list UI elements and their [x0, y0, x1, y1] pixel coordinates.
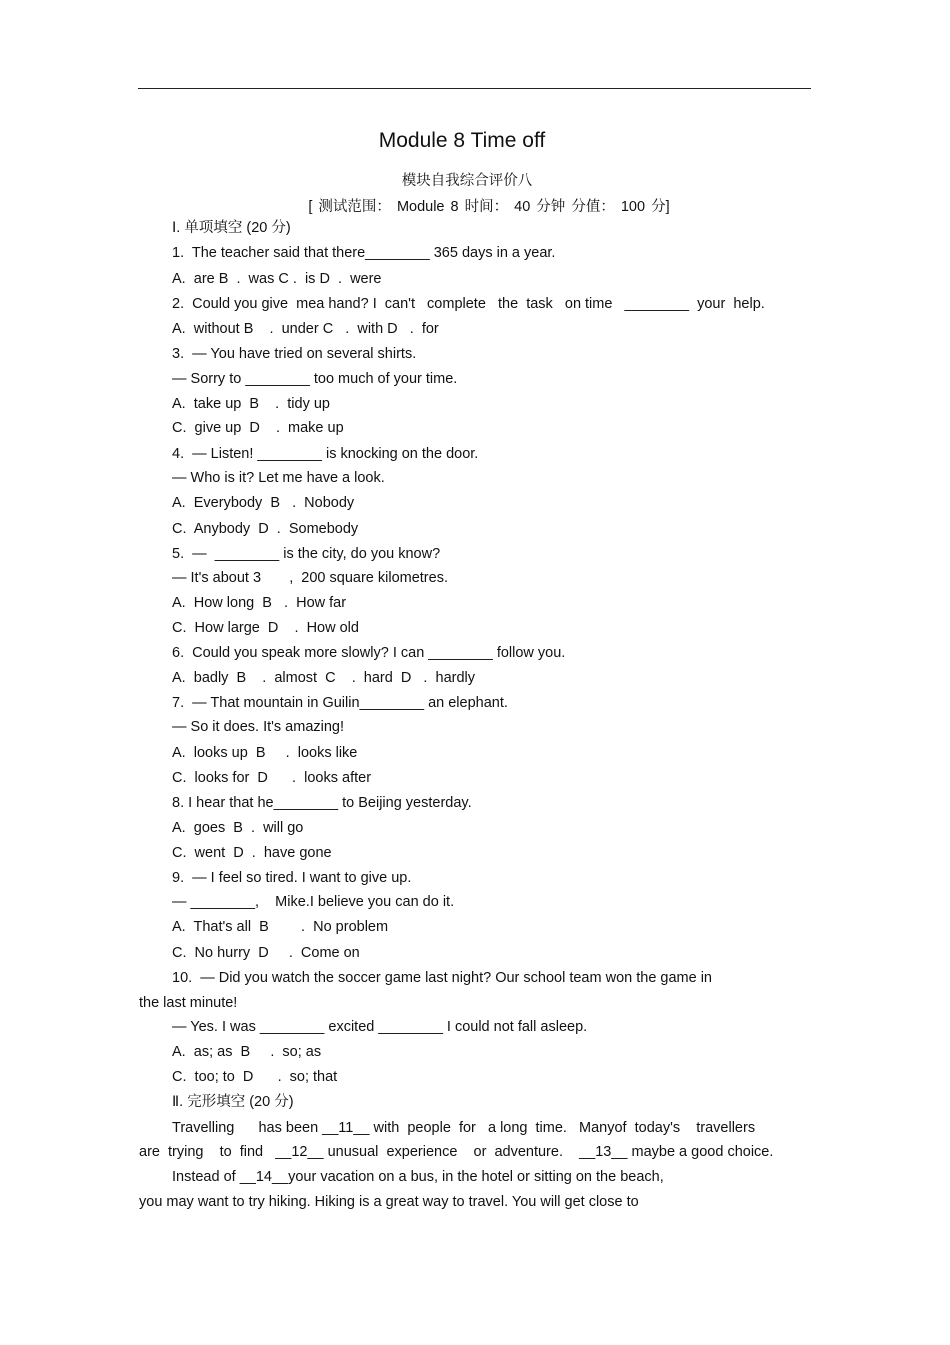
question-text: 3. — You have tried on several shirts. — [172, 346, 417, 362]
question-text: 4. — Listen! ________ is knocking on the door. — [172, 446, 479, 462]
answer-options: A. That's all B . No problem — [172, 919, 389, 935]
page-subtitle: 模块自我综合评价八 — [401, 173, 533, 189]
question-text: 10. — Did you watch the soccer game last night? Our school team won the game in — [172, 970, 712, 986]
answer-options: A. looks up B . looks like — [172, 745, 358, 761]
answer-options: A. How long B . How far — [172, 595, 347, 611]
header-rule — [138, 88, 811, 89]
question-text: — Who is it? Let me have a look. — [172, 470, 385, 486]
answer-options: A. goes B . will go — [172, 820, 304, 836]
answer-options: A. take up B . tidy up — [172, 396, 330, 412]
answer-options: C. looks for D . looks after — [172, 770, 372, 786]
answer-options: A. without B . under C . with D . for — [172, 321, 439, 337]
question-text: — Sorry to ________ too much of your time. — [172, 371, 458, 387]
answer-options: C. too; to D . so; that — [172, 1069, 338, 1085]
question-text: 1. The teacher said that there________ 365 days in a year. — [172, 245, 556, 261]
question-text: — So it does. It's amazing! — [172, 719, 345, 735]
question-text: 6. Could you speak more slowly? I can ________ follow you. — [172, 645, 566, 661]
answer-options: C. went D . have gone — [172, 845, 332, 861]
question-text: 9. — I feel so tired. I want to give up. — [172, 870, 412, 886]
question-text: 2. Could you give mea hand? I can't complete the task on time ________ your help. — [172, 296, 765, 312]
question-text: 7. — That mountain in Guilin________ an elephant. — [172, 695, 508, 711]
passage-line: you may want to try hiking. Hiking is a great way to travel. You will get close to — [139, 1194, 639, 1210]
passage-line: Travelling has been __11__ with people for a long time. Manyof today's travellers — [172, 1120, 756, 1136]
answer-options: A. as; as B . so; as — [172, 1044, 322, 1060]
page-title: Module 8 Time off — [378, 129, 546, 152]
passage-line: Instead of __14__your vacation on a bus, in the hotel or sitting on the beach, — [172, 1169, 664, 1185]
test-meta: [ 测试范围： Module 8 时间： 40 分钟 分值： 100 分] — [308, 199, 670, 215]
answer-options: C. No hurry D . Come on — [172, 945, 360, 961]
answer-options: A. are B . was C . is D . were — [172, 271, 382, 287]
answer-options: C. give up D . make up — [172, 420, 344, 436]
question-text: 5. — ________ is the city, do you know? — [172, 546, 441, 562]
answer-options: A. Everybody B . Nobody — [172, 495, 355, 511]
question-text: 8. I hear that he________ to Beijing yesterday. — [172, 795, 472, 811]
section-heading: Ⅰ. 单项填空 (20 分) — [172, 220, 291, 236]
section-heading: Ⅱ. 完形填空 (20 分) — [172, 1094, 294, 1110]
question-text: — It's about 3 , 200 square kilometres. — [172, 570, 448, 586]
answer-options: C. How large D . How old — [172, 620, 359, 636]
passage-line: are trying to find __12__ unusual experience or adventure. __13__ maybe a good choice. — [139, 1144, 774, 1160]
question-text: the last minute! — [139, 995, 238, 1011]
answer-options: A. badly B . almost C . hard D . hardly — [172, 670, 475, 686]
question-text: — Yes. I was ________ excited ________ I could not fall asleep. — [172, 1019, 588, 1035]
answer-options: C. Anybody D . Somebody — [172, 521, 359, 537]
question-text: — ________, Mike.I believe you can do it. — [172, 894, 455, 910]
